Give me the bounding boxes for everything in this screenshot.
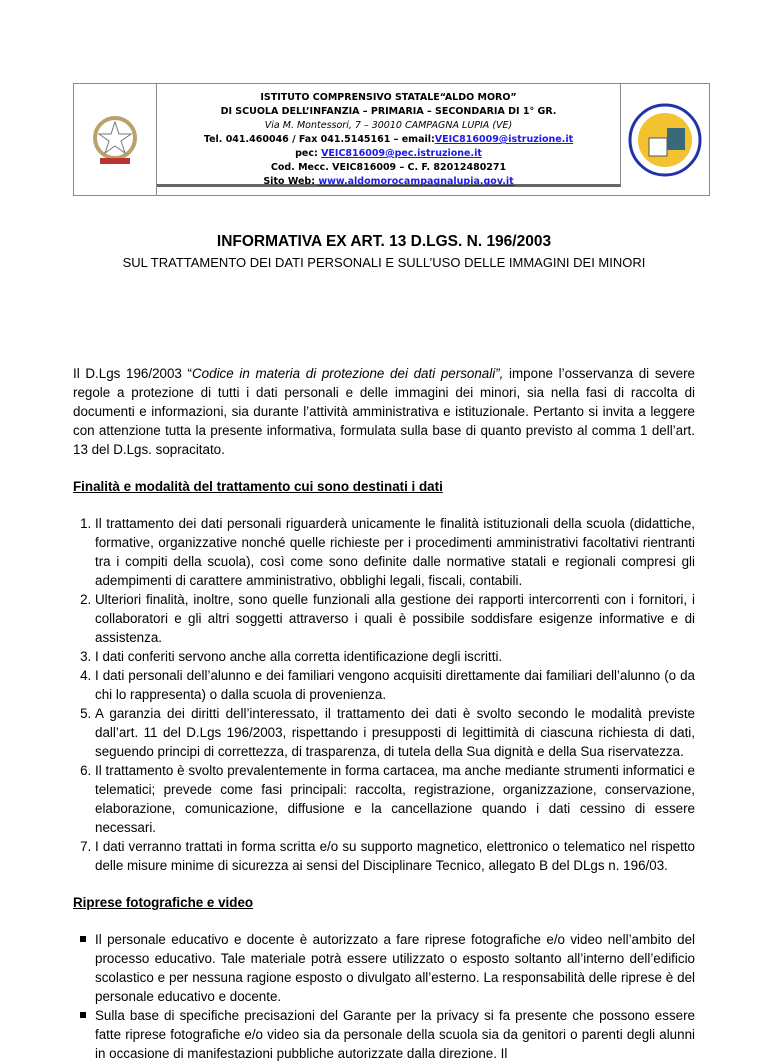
list-item: 6. Il trattamento è svolto prevalentemente in forma cartacea, ma anche mediante strumenti informatici e telematici; prevede come fasi principali: raccolta, registrazione, organizzazione, conservazione, elaborazione, comunicazione, diffusione e la cancellazione quando i dati cessino di essere necessari. bbox=[95, 761, 695, 837]
finalita-list bbox=[73, 514, 695, 875]
list-item: 1. Il trattamento dei dati personali riguarderà unicamente le finalità istituzionali della scuola (didattiche, formative, organizzative nonché quelle richieste per i procedimenti amministrativi facoltativi rientranti tra i compiti della scuola), così come sono definite dalle normative statali e regionali compresi gli adempimenti di carattere amministrativo, obblighi legali, fiscali, contabili. bbox=[95, 514, 695, 590]
school-info bbox=[157, 84, 621, 187]
pec-link[interactable]: VEIC816009@pec.istruzione.it bbox=[321, 148, 482, 159]
school-logo bbox=[621, 84, 709, 195]
school-address: Via M. Montessori, 7 – 30010 CAMPAGNA LUPIA (VE) bbox=[264, 120, 513, 131]
email-link[interactable]: VEIC816009@istruzione.it bbox=[434, 134, 574, 145]
list-item: 4. I dati personali dell’alunno e dei familiari vengono acquisiti direttamente dai familiari dell’alunno (o da chi lo rappresenta) o dalla scuola di provenienza. bbox=[95, 666, 695, 704]
intro-text: Il D.Lgs 196/2003 “ bbox=[73, 366, 192, 381]
school-type: DI SCUOLA DELL’INFANZIA – PRIMARIA – SECONDARIA DI 1° GR. bbox=[220, 106, 557, 117]
website-link[interactable]: www.aldomorocampagnalupia.gov.it bbox=[318, 176, 514, 187]
list-item: 5. A garanzia dei diritti dell’interessato, il trattamento dei dati è svolto secondo le modalità previste dall’art. 11 del D.Lgs 196/2003, rispettando i presupposti di legittimità di ciascuna richiesta di dati, seguendo principi di correttezza, di trasparenza, di tutela della Sua dignità e della Sua riservatezza. bbox=[95, 704, 695, 761]
list-item: 7. I dati verranno trattati in forma scritta e/o su supporto magnetico, elettronico o telematico nel rispetto delle misure minime di sicurezza ai sensi del Disciplinare Tecnico, allegato B del DLgs n. 196/03. bbox=[95, 837, 695, 875]
letterhead bbox=[73, 83, 710, 196]
section-heading-finalita: Finalità e modalità del trattamento cui sono destinati i dati bbox=[73, 479, 443, 494]
list-item: Il personale educativo e docente è autorizzato a fare riprese fotografiche e/o video nell’ambito del processo educativo. Tale materiale potrà essere utilizzato o esposto soltanto all’interno dell’edificio scolastico e per nessuna ragione esposto o divulgato all’esterno. La responsabilità delle riprese è del personale educativo e docente. bbox=[95, 932, 695, 1004]
document-subtitle: SUL TRATTAMENTO DEI DATI PERSONALI E SULL’USO DELLE IMMAGINI DEI MINORI bbox=[122, 255, 646, 270]
section-heading-riprese: Riprese fotografiche e video bbox=[73, 895, 254, 910]
list-item: 2. Ulteriori finalità, inoltre, sono quelle funzionali alla gestione dei rapporti intercorrenti con i fornitori, i collaboratori e gli altri soggetti attraverso i quali è possibile soddisfare esigenze informative e di assistenza. bbox=[95, 590, 695, 647]
web-label: Sito Web: bbox=[263, 176, 319, 187]
republic-emblem bbox=[74, 84, 157, 195]
list-item: Sulla base di specifiche precisazioni del Garante per la privacy si fa presente che possono essere fatte riprese fotografiche e/o video sia da personale della scuola sia da genitori o parenti degli alunni in occasione di manifestazioni pubbliche autorizzate dalla direzione. Il bbox=[95, 1008, 695, 1061]
phone-fax: Tel. 041.460046 / Fax 041.5145161 – email: bbox=[203, 134, 435, 145]
school-codes: Cod. Mecc. VEIC816009 – C. F. 82012480271 bbox=[270, 162, 507, 173]
pec-label: pec: bbox=[295, 148, 322, 159]
document-title: INFORMATIVA EX ART. 13 D.LGS. N. 196/2003 bbox=[216, 233, 552, 250]
list-item: 3. I dati conferiti servono anche alla corretta identificazione degli iscritti. bbox=[95, 647, 695, 666]
document-body bbox=[73, 364, 695, 1063]
intro-italic: Codice in materia di protezione dei dati personali”, bbox=[192, 366, 504, 381]
school-name: ISTITUTO COMPRENSIVO STATALE“ALDO MORO” bbox=[260, 92, 517, 103]
riprese-list bbox=[73, 930, 695, 1063]
intro-text-rest: impone l’osservanza di severe regole a protezione di tutti i dati personali e delle immagini dei minori, sia nella fasi di raccolta di documenti e informazioni, sia durante l’attività amministrativa e istituzionale. Pertanto si invita a leggere con attenzione tutta la presente informativa, formulata sulla base di quanto previsto al comma 1 dell’art. 13 del D.Lgs. sopracitato. bbox=[73, 366, 696, 457]
intro-paragraph bbox=[73, 364, 695, 459]
